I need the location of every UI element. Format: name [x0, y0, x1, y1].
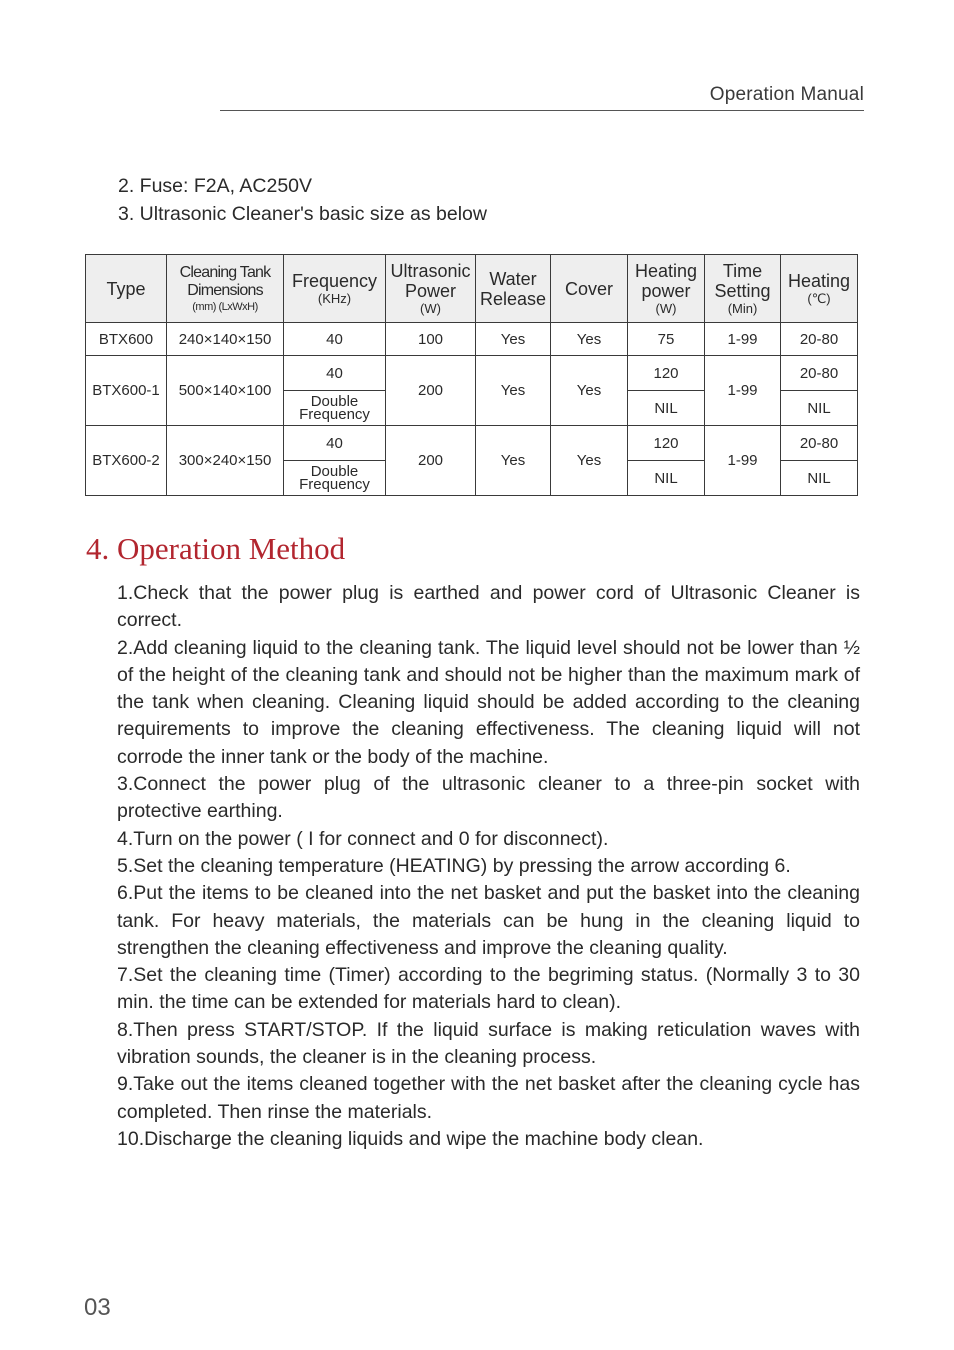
- step-item: 2.Add cleaning liquid to the cleaning tank. The liquid level should not be lower than ½ of the height of the cleaning tank and should not be higher than the maximum mark of the tank when cleaning. Cleaning liquid should be added according to the cleaning requirements to improve the cleaning effectiveness. The cleaning liquid will not corrode the inner tank or the body of the machine.: [117, 636, 860, 768]
- col-header-frequency: Frequency (KHz): [284, 255, 386, 323]
- col-header-tank-dimensions: Cleaning Tank Dimensions (mm) (LxWxH): [167, 255, 284, 323]
- cell-water-release: Yes: [476, 323, 551, 356]
- step-item: 8.Then press START/STOP. If the liquid surface is making reticulation waves with vibration sounds, the cleaner is in the cleaning process.: [117, 1018, 860, 1069]
- cell-heating-power: NIL: [628, 461, 705, 496]
- cell-heating-power: NIL: [628, 391, 705, 426]
- col-header-type: Type: [86, 255, 167, 323]
- cell-heating-power: 120: [628, 356, 705, 391]
- cell-cover: Yes: [551, 426, 628, 496]
- col-header-heating-power: Heating power (W): [628, 255, 705, 323]
- header-title: Operation Manual: [709, 84, 864, 105]
- step-item: 4.Turn on the power ( I for connect and 0 for disconnect).: [117, 827, 609, 850]
- cell-time-setting: 1-99: [705, 356, 781, 426]
- cell-ultrasonic-power: 200: [386, 356, 476, 426]
- fuse-note: 2. Fuse: F2A, AC250V: [118, 175, 313, 197]
- col-header-water-release: Water Release: [476, 255, 551, 323]
- col-header-time-setting: Time Setting (Min): [705, 255, 781, 323]
- operation-steps: [117, 580, 860, 1153]
- cell-time-setting: 1-99: [705, 323, 781, 356]
- step-item: 10.Discharge the cleaning liquids and wipe the machine body clean.: [117, 1127, 704, 1150]
- cell-time-setting: 1-99: [705, 426, 781, 496]
- cell-ultrasonic-power: 200: [386, 426, 476, 496]
- page-number: 03: [84, 1294, 111, 1321]
- cell-dimensions: 240×140×150: [167, 323, 284, 356]
- table-row: [86, 323, 858, 356]
- step-item: 1.Check that the power plug is earthed and power cord of Ultrasonic Cleaner is correct.: [117, 582, 860, 632]
- section-title: 4. Operation Method: [86, 531, 346, 566]
- step-item: 3.Connect the power plug of the ultrasonic cleaner to a three-pin socket with protective earthing.: [117, 773, 860, 823]
- cell-cover: Yes: [551, 323, 628, 356]
- cell-frequency: 40: [284, 323, 386, 356]
- cell-water-release: Yes: [476, 426, 551, 496]
- cell-cover: Yes: [551, 356, 628, 426]
- cell-heating-power: 120: [628, 426, 705, 461]
- cell-frequency: 40: [284, 426, 386, 461]
- cell-type: BTX600-2: [86, 426, 167, 496]
- cell-heating-power: 75: [628, 323, 705, 356]
- table-header-row: [86, 255, 858, 323]
- step-item: 7.Set the cleaning time (Timer) according to the begriming status. (Normally 3 to 30 min. the time can be extended for materials hard to clean).: [117, 964, 860, 1014]
- header-divider: [220, 110, 864, 111]
- table-row: [86, 426, 858, 461]
- cell-heating: 20-80: [781, 426, 858, 461]
- cell-type: BTX600: [86, 323, 167, 356]
- cell-frequency-double: Double Frequency: [284, 391, 386, 426]
- cell-type: BTX600-1: [86, 356, 167, 426]
- cell-heating: 20-80: [781, 323, 858, 356]
- size-note: 3. Ultrasonic Cleaner's basic size as below: [118, 203, 487, 225]
- step-item: 9.Take out the items cleaned together with the net basket after the cleaning cycle has completed. Then rinse the materials.: [117, 1073, 860, 1123]
- step-item: 6.Put the items to be cleaned into the net basket and put the basket into the cleaning tank. For heavy materials, the materials can be hung in the cleaning liquid to strengthen the cleaning effectiveness and improve the cleaning quality.: [117, 882, 860, 959]
- col-header-ultrasonic-power: Ultrasonic Power (W): [386, 255, 476, 323]
- col-header-cover: Cover: [551, 255, 628, 323]
- cell-dimensions: 500×140×100: [167, 356, 284, 426]
- spec-table: [85, 254, 858, 496]
- intro-notes: [118, 172, 487, 228]
- cell-heating: NIL: [781, 461, 858, 496]
- cell-heating: 20-80: [781, 356, 858, 391]
- cell-heating: NIL: [781, 391, 858, 426]
- cell-dimensions: 300×240×150: [167, 426, 284, 496]
- step-item: 5.Set the cleaning temperature (HEATING) by pressing the arrow according 6.: [117, 854, 791, 877]
- cell-frequency-double: Double Frequency: [284, 461, 386, 496]
- table-row: [86, 356, 858, 391]
- col-header-heating: Heating (℃): [781, 255, 858, 323]
- cell-water-release: Yes: [476, 356, 551, 426]
- cell-ultrasonic-power: 100: [386, 323, 476, 356]
- cell-frequency: 40: [284, 356, 386, 391]
